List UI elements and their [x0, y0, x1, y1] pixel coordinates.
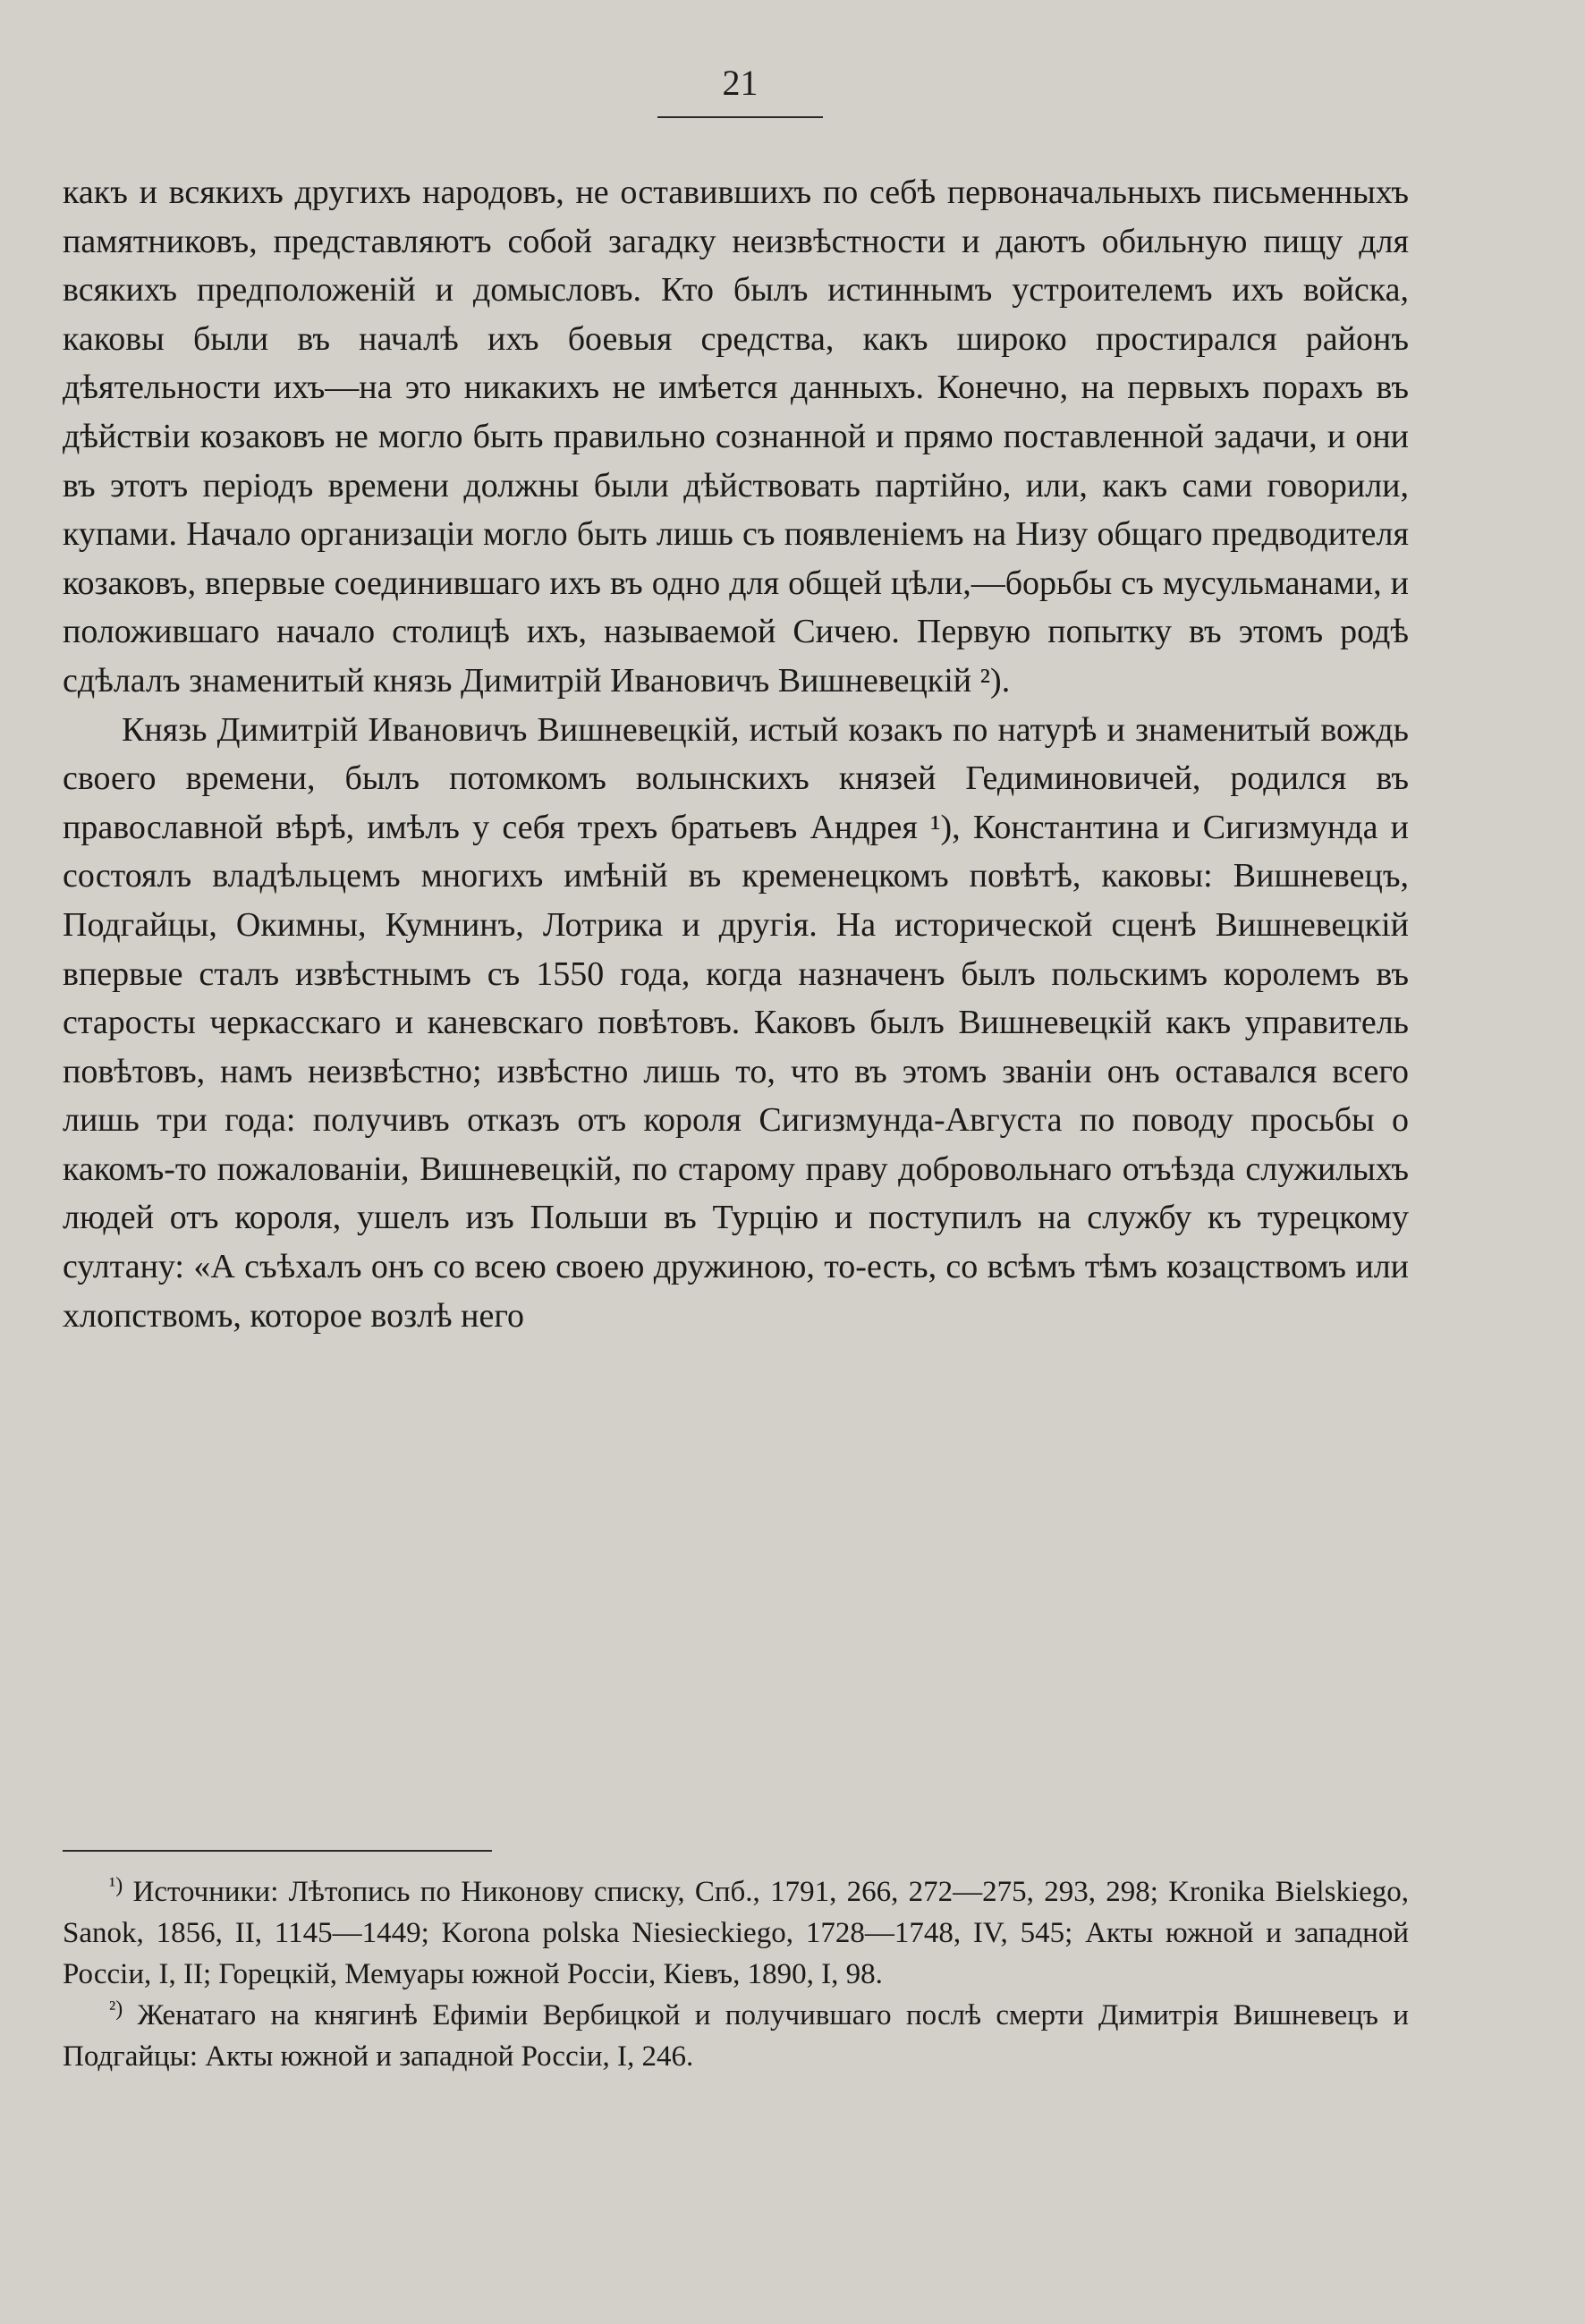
footnote-1-marker: ¹): [109, 1874, 123, 1897]
footnote-1-text: Источники: Лѣтопись по Никонову списку, Спб., 1791, 266, 272—275, 293, 298; Kronika Bielskiego, Sanok, 1856, II, 1145—1449; Korona polska Niesieckiego, 1728—1748, IV, 545; Акты южной и западной Россіи, I, II; Горецкій, Мемуары южной Россіи, Кіевъ, 1890, I, 98.: [63, 1876, 1410, 1990]
footnote-2-marker: ²): [109, 1997, 123, 2021]
page-number: 21: [722, 63, 759, 103]
footnotes: [63, 1871, 1409, 2077]
body-text: [63, 168, 1409, 1340]
footnote-2: [63, 1995, 1409, 2077]
footnote-1: [63, 1871, 1409, 1995]
footnote-rule: [63, 1850, 492, 1852]
page-number-rule: [657, 116, 823, 118]
paragraph-vishnevetsky: Князь Димитрій Ивановичъ Вишневецкій, истый козакъ по натурѣ и знаменитый вождь своего времени, былъ потомкомъ волынскихъ князей Гедиминовичей, родился въ православной вѣрѣ, имѣлъ у себя трехъ братьевъ Андрея ¹), Константина и Сигизмунда и состоялъ владѣльцемъ многихъ имѣній въ кременецкомъ повѣтѣ, каковы: Вишневецъ, Подгайцы, Окимны, Кумнинъ, Лотрика и другія. На исторической сценѣ Вишневецкій впервые сталъ извѣстнымъ съ 1550 года, когда назначенъ былъ польскимъ королемъ въ старосты черкасскаго и каневскаго повѣтовъ. Каковъ былъ Вишневецкій какъ управитель повѣтовъ, намъ неизвѣстно; извѣстно лишь то, что въ этомъ званіи онъ оставался всего лишь три года: получивъ отказъ отъ короля Сигизмунда-Августа по поводу просьбы о какомъ-то пожалованіи, Вишневецкій, по старому праву добровольнаго отъѣзда служилыхъ людей отъ короля, ушелъ изъ Польши въ Турцію и поступилъ на службу къ турецкому султану: «А съѣхалъ онъ со всею своею дружиною, то-есть, со всѣмъ тѣмъ козацствомъ или хлопствомъ, которое возлѣ него: [63, 710, 1409, 1335]
paragraph-continued: какъ и всякихъ другихъ народовъ, не оставившихъ по себѣ первоначальныхъ письменныхъ памятниковъ, представляютъ собой загадку неизвѣстности и даютъ обильную пищу для всякихъ предположеній и домысловъ. Кто былъ истиннымъ устроителемъ ихъ войска, каковы были въ началѣ ихъ боевыя средства, какъ широко простирался районъ дѣятельности ихъ—на это никакихъ не имѣется данныхъ. Конечно, на первыхъ порахъ въ дѣйствіи козаковъ не могло быть правильно сознанной и прямо поставленной задачи, и они въ этотъ періодъ времени должны были дѣйствовать партійно, или, какъ сами говорили, купами. Начало организаціи могло быть лишь съ появленіемъ на Низу общаго предводителя козаковъ, впервые соединившаго ихъ въ одно для общей цѣли,—борьбы съ мусульманами, и положившаго начало столицѣ ихъ, называемой Сичею. Первую попытку въ этомъ родѣ сдѣлалъ знаменитый князь Димитрій Ивановичъ Вишневецкій ²).: [63, 174, 1409, 700]
footnote-2-text: Женатаго на княгинѣ Ефиміи Вербицкой и получившаго послѣ смерти Димитрія Вишневецъ и Подгайцы: Акты южной и западной Россіи, I, 246.: [63, 1999, 1409, 2073]
